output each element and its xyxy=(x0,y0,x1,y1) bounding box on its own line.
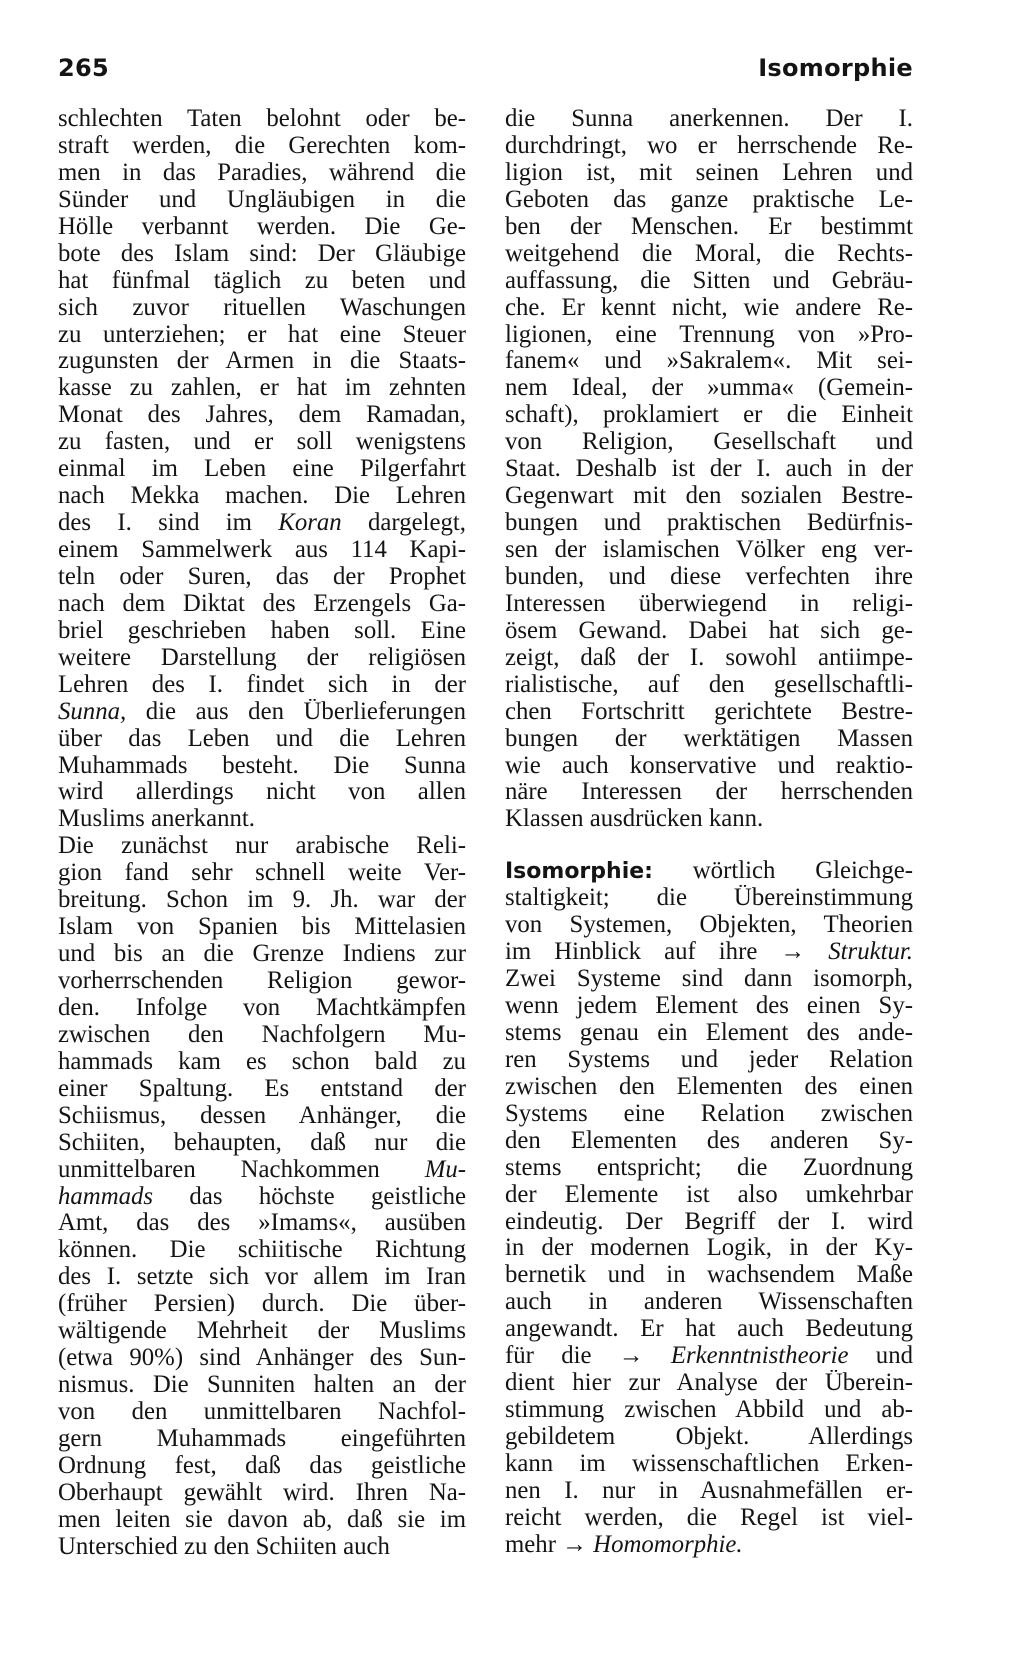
text-line: teln oder Suren, das der Prophet xyxy=(58,563,466,590)
text-line: durchdringt, wo er herrschende Re- xyxy=(505,132,913,159)
text-line: Geboten das ganze praktische Le- xyxy=(505,186,913,213)
text-line: weitgehend die Moral, die Rechts- xyxy=(505,240,913,267)
text-line: gion fand sehr schnell weite Ver- xyxy=(58,860,466,887)
text-line: stems genau ein Element des ande- xyxy=(505,1019,913,1046)
text-line: dient hier zur Analyse der Überein- xyxy=(505,1370,913,1397)
text-line: auffassung, die Sitten und Gebräu- xyxy=(505,267,913,294)
text-line: weitere Darstellung der religiösen xyxy=(58,644,466,671)
text-line: gern Muhammads eingeführten xyxy=(58,1425,466,1452)
text-line: Monat des Jahres, dem Ramadan, xyxy=(58,402,466,429)
entry-separator xyxy=(505,833,913,858)
text-line: hat fünfmal täglich zu beten und xyxy=(58,267,466,294)
text-run: im Hinblick auf ihre → xyxy=(505,939,829,966)
text-line: Gegenwart mit den sozialen Bestre- xyxy=(505,483,913,510)
text-line: men leiten sie davon ab, daß sie im xyxy=(58,1506,466,1533)
text-line: über das Leben und die Lehren xyxy=(58,725,466,752)
text-line: kasse zu zahlen, er hat im zehnten xyxy=(58,375,466,402)
text-line: (etwa 90%) sind Anhänger des Sun- xyxy=(58,1345,466,1372)
text-line: sich zuvor rituellen Waschungen xyxy=(58,294,466,321)
text-line: reicht werden, die Regel ist viel- xyxy=(505,1504,913,1531)
entry-headword: Isomorphie: xyxy=(505,859,653,885)
running-head: Isomorphie xyxy=(758,54,913,82)
text-line: eindeutig. Der Begriff der I. wird xyxy=(505,1208,913,1235)
text-line: einmal im Leben eine Pilgerfahrt xyxy=(58,456,466,483)
text-line: auch in anderen Wissenschaften xyxy=(505,1289,913,1316)
text-line: bungen und praktischen Bedürfnis- xyxy=(505,510,913,537)
text-line: briel geschrieben haben soll. Eine xyxy=(58,617,466,644)
text-line: straft werden, die Gerechten kom- xyxy=(58,132,466,159)
text-line: nem Ideal, der »umma« (Gemein- xyxy=(505,375,913,402)
page-header xyxy=(58,54,913,86)
text-line: zu unterziehen; er hat eine Steuer xyxy=(58,321,466,348)
text-line: ren Systems und jeder Relation xyxy=(505,1046,913,1073)
text-line: näre Interessen der herrschenden xyxy=(505,779,913,806)
text-run: wörtlich Gleichge- xyxy=(652,858,913,885)
text-line: zeigt, daß der I. sowohl antiimpe- xyxy=(505,644,913,671)
text-run: und xyxy=(848,1343,913,1370)
text-line: wenn jedem Element des einen Sy- xyxy=(505,993,913,1019)
text-line: zwischen den Elementen des einen xyxy=(505,1073,913,1100)
text-line: in der modernen Logik, in der Ky- xyxy=(505,1235,913,1262)
text-line: Islam von Spanien bis Mittelasien xyxy=(58,914,466,941)
text-line: stimmung zwischen Abbild und ab- xyxy=(505,1397,913,1424)
cross-reference-term: Koran xyxy=(278,510,342,537)
text-line: rialistische, auf den gesellschaftli- xyxy=(505,671,913,698)
text-line: und bis an die Grenze Indiens zur xyxy=(58,941,466,968)
text-line: fanem« und »Sakralem«. Mit sei- xyxy=(505,348,913,375)
text-line: nach Mekka machen. Die Lehren xyxy=(58,483,466,510)
text-line xyxy=(58,510,466,537)
text-line: nismus. Die Sunniten halten an der xyxy=(58,1372,466,1399)
text-line: den Elementen des anderen Sy- xyxy=(505,1127,913,1154)
cross-reference-term: Homomorphie. xyxy=(593,1531,743,1558)
text-run: dargelegt, xyxy=(341,510,466,537)
text-line: der Elemente ist also umkehrbar xyxy=(505,1181,913,1208)
text-line: Staat. Deshalb ist der I. auch in der xyxy=(505,456,913,483)
text-line: Unterschied zu den Schiiten auch xyxy=(58,1533,390,1560)
right-column xyxy=(505,106,913,1559)
text-line: Hölle verbannt werden. Die Ge- xyxy=(58,213,466,240)
text-line: schaft), proklamiert er die Einheit xyxy=(505,402,913,429)
text-line: einem Sammelwerk aus 114 Kapi- xyxy=(58,537,466,563)
text-line: des I. setzte sich vor allem im Iran xyxy=(58,1264,466,1291)
text-line: breitung. Schon im 9. Jh. war der xyxy=(58,887,466,914)
text-line: Lehren des I. findet sich in der xyxy=(58,671,466,698)
text-line xyxy=(505,858,913,885)
text-line: ligionen, eine Trennung von »Pro- xyxy=(505,321,913,348)
text-line: hammads kam es schon bald zu xyxy=(58,1048,466,1075)
text-line: zugunsten der Armen in die Staats- xyxy=(58,348,466,375)
text-line: Interessen überwiegend in religi- xyxy=(505,590,913,617)
text-line xyxy=(505,1532,913,1559)
text-line: Systems eine Relation zwischen xyxy=(505,1100,913,1127)
text-line: Muslims anerkannt. xyxy=(58,806,255,833)
text-line: chen Fortschritt gerichtete Bestre- xyxy=(505,698,913,725)
text-line: ben der Menschen. Er bestimmt xyxy=(505,213,913,240)
text-line: bote des Islam sind: Der Gläubige xyxy=(58,240,466,267)
text-line: gebildetem Objekt. Allerdings xyxy=(505,1424,913,1450)
text-line: Muhammads besteht. Die Sunna xyxy=(58,752,466,779)
text-line: schlechten Taten belohnt oder be- xyxy=(58,106,466,132)
text-line: wie auch konservative und reaktio- xyxy=(505,752,913,779)
text-line: Die zunächst nur arabische Reli- xyxy=(58,833,466,860)
text-line: stems entspricht; die Zuordnung xyxy=(505,1154,913,1181)
text-line: die Sunna anerkennen. Der I. xyxy=(505,106,913,132)
text-line: ligion ist, mit seinen Lehren und xyxy=(505,159,913,186)
text-line: bungen der werktätigen Massen xyxy=(505,725,913,752)
text-run: des I. sind im xyxy=(58,510,279,537)
text-line xyxy=(505,939,913,966)
text-line: (früher Persien) durch. Die über- xyxy=(58,1291,466,1318)
cross-reference-term: Mu- xyxy=(424,1156,466,1183)
text-line: Ordnung fest, daß das geistliche xyxy=(58,1452,466,1479)
text-line: che. Er kennt nicht, wie andere Re- xyxy=(505,294,913,321)
text-run: mehr → xyxy=(505,1531,594,1558)
text-line: nach dem Diktat des Erzengels Ga- xyxy=(58,590,466,617)
text-line: Schiiten, behaupten, daß nur die xyxy=(58,1129,466,1156)
text-line: wältigende Mehrheit der Muslims xyxy=(58,1318,466,1345)
text-line: vorherrschenden Religion gewor- xyxy=(58,968,466,994)
text-line: Sünder und Ungläubigen in die xyxy=(58,186,466,213)
text-line: wird allerdings nicht von allen xyxy=(58,779,466,806)
text-line: Zwei Systeme sind dann isomorph, xyxy=(505,966,913,993)
text-line xyxy=(58,699,466,726)
text-line: men in das Paradies, während die xyxy=(58,159,466,186)
cross-reference-term: Erkenntnistheorie xyxy=(670,1343,849,1370)
page-number: 265 xyxy=(58,54,109,82)
text-run: die aus den Überlieferungen xyxy=(126,698,466,725)
text-line: nen I. nur in Ausnahmefällen er- xyxy=(505,1477,913,1504)
text-line: bernetik und in wachsendem Maße xyxy=(505,1262,913,1289)
text-line: Oberhaupt gewählt wird. Ihren Na- xyxy=(58,1479,466,1506)
text-line: bunden, und diese verfechten ihre xyxy=(505,563,913,590)
cross-reference-term: Struktur. xyxy=(828,939,913,966)
cross-reference-term: hammads xyxy=(58,1183,154,1210)
text-line: angewandt. Er hat auch Bedeutung xyxy=(505,1316,913,1343)
text-run: das höchste geistliche xyxy=(153,1183,466,1210)
text-line: können. Die schiitische Richtung xyxy=(58,1237,466,1264)
text-line: zwischen den Nachfolgern Mu- xyxy=(58,1021,466,1048)
text-line: Klassen ausdrücken kann. xyxy=(505,806,764,833)
text-line xyxy=(58,1157,466,1184)
text-line: einer Spaltung. Es entstand der xyxy=(58,1075,466,1102)
text-line: von den unmittelbaren Nachfol- xyxy=(58,1399,466,1425)
text-line: sen der islamischen Völker eng ver- xyxy=(505,537,913,563)
text-line xyxy=(505,1343,913,1370)
text-line: von Religion, Gesellschaft und xyxy=(505,429,913,456)
text-line: von Systemen, Objekten, Theorien xyxy=(505,912,913,939)
text-line: den. Infolge von Machtkämpfen xyxy=(58,994,466,1021)
left-column xyxy=(58,106,466,1561)
text-run: unmittelbaren Nachkommen xyxy=(58,1156,425,1183)
text-line: zu fasten, und er soll wenigstens xyxy=(58,429,466,456)
text-line: staltigkeit; die Übereinstimmung xyxy=(505,885,913,912)
text-line: ösem Gewand. Dabei hat sich ge- xyxy=(505,617,913,644)
text-run: für die → xyxy=(505,1343,671,1370)
text-line: Amt, das des »Imams«, ausüben xyxy=(58,1210,466,1237)
text-line: kann im wissenschaftlichen Erken- xyxy=(505,1450,913,1477)
text-line: Schiismus, dessen Anhänger, die xyxy=(58,1102,466,1129)
text-line xyxy=(58,1184,466,1211)
cross-reference-term: Sunna, xyxy=(58,698,127,725)
